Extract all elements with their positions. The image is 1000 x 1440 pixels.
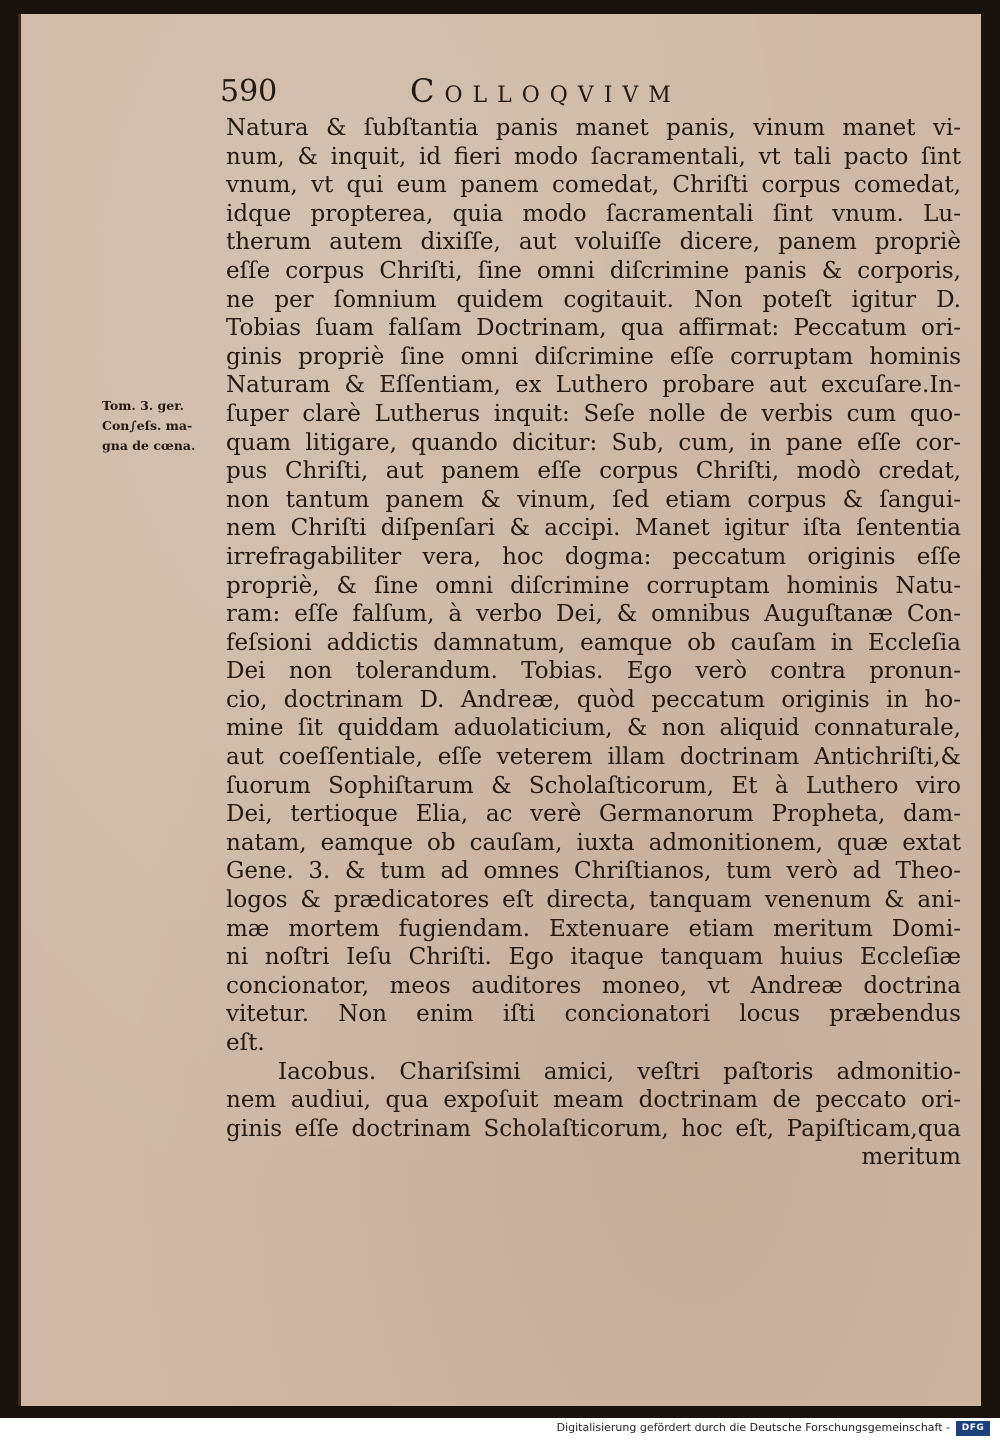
body-text (226, 114, 961, 1172)
marginal-note-line: Tom. 3. ger. (102, 398, 185, 413)
marginal-note-line: Con∫eſs. ma- (102, 418, 193, 433)
text-line: pus Chriſti, aut panem eſſe corpus Chriſti, modò credat, (226, 458, 961, 485)
dfg-logo-icon: DFG (956, 1421, 990, 1436)
text-line: quam litigare, quando dicitur: Sub, cum, in pane eſſe cor- (226, 429, 961, 456)
text-line: feſsioni addictis damnatum, eamque ob cauſam in Eccleſia (226, 629, 961, 656)
text-line: Gene. 3. & tum ad omnes Chriſtianos, tum verò ad Theo- (226, 858, 961, 885)
marginal-note (102, 396, 242, 456)
text-line: mæ mortem fugiendam. Extenuare etiam meritum Domi- (226, 915, 961, 942)
text-line: ginis propriè ſine omni diſcrimine eſſe corruptam hominis (226, 343, 961, 370)
text-line: nem audiui, qua expoſuit meam doctrinam de peccato ori- (226, 1087, 961, 1114)
text-line: aut coeſſentiale, eſſe veterem illam doctrinam Antichriſti,& (226, 744, 961, 771)
text-line: ſuper clarè Lutherus inquit: Seſe nolle de verbis cum quo- (226, 400, 961, 427)
text-line: vnum, vt qui eum panem comedat, Chriſti corpus comedat, (226, 172, 961, 199)
text-line: mine ſit quiddam aduolaticium, & non aliquid connaturale, (226, 715, 961, 742)
text-line: Naturam & Eſſentiam, ex Luthero probare aut excuſare.In- (226, 372, 961, 399)
page-number: 590 (220, 74, 278, 109)
text-line: eſſe corpus Chriſti, ſine omni diſcrimine panis & corporis, (226, 257, 961, 284)
text-line: vitetur. Non enim iſti concionatori locus præbendus (226, 1001, 961, 1028)
dfg-credit-text: Digitalisierung gefördert durch die Deutsche Forschungsgemeinschaft - (556, 1421, 950, 1434)
text-line: nem Chriſti diſpenſari & accipi. Manet igitur iſta ſententia (226, 515, 961, 542)
text-line: Tobias ſuam falſam Doctrinam, qua affirmat: Peccatum ori- (226, 315, 961, 342)
text-line: ram: eſſe falſum, à verbo Dei, & omnibus Auguſtanæ Con- (226, 601, 961, 628)
text-line: Iacobus. Chariſsimi amici, veſtri paſtoris admonitio- (278, 1058, 961, 1085)
running-title: Colloqvivm (410, 72, 681, 110)
text-line: propriè, & ſine omni diſcrimine corruptam hominis Natu- (226, 572, 961, 599)
text-line: logos & prædicatores eſt directa, tanquam venenum & ani- (226, 887, 961, 914)
text-line: eſt. (226, 1030, 265, 1056)
text-line: natam, eamque ob cauſam, iuxta admonitionem, quæ extat (226, 829, 961, 856)
text-line: non tantum panem & vinum, ſed etiam corpus & ſangui- (226, 486, 961, 513)
footer-bar (0, 1418, 1000, 1440)
text-line: idque propterea, quia modo ſacramentali ſint vnum. Lu- (226, 200, 961, 227)
page-header (220, 70, 780, 114)
text-line: therum autem dixiſſe, aut voluiſſe dicere, panem propriè (226, 229, 961, 256)
marginal-note-line: gna de cœna. (102, 438, 196, 453)
text-line: ginis eſſe doctrinam Scholaſticorum, hoc eſt, Papiſticam,qua (226, 1115, 961, 1142)
text-line: Dei, tertioque Elia, ac verè Germanorum Propheta, dam- (226, 801, 961, 828)
text-line: concionator, meos auditores moneo, vt Andreæ doctrina (226, 972, 961, 999)
text-line: irrefragabiliter vera, hoc dogma: peccatum originis eſſe (226, 543, 961, 570)
text-line: Dei non tolerandum. Tobias. Ego verò contra pronun- (226, 658, 961, 685)
text-line: ſuorum Sophiſtarum & Scholaſticorum, Et à Luthero viro (226, 772, 961, 799)
text-line: ni noſtri Ieſu Chriſti. Ego itaque tanquam huius Eccleſiæ (226, 944, 961, 971)
text-line: cio, doctrinam D. Andreæ, quòd peccatum originis in ho- (226, 686, 961, 713)
text-line: Natura & ſubſtantia panis manet panis, vinum manet vi- (226, 115, 961, 141)
text-line: ne per ſomnium quidem cogitauit. Non poteſt igitur D. (226, 286, 961, 313)
catchword: meritum (861, 1144, 961, 1171)
text-line: num, & inquit, id fieri modo ſacramentali, vt tali pacto ſint (226, 143, 961, 170)
